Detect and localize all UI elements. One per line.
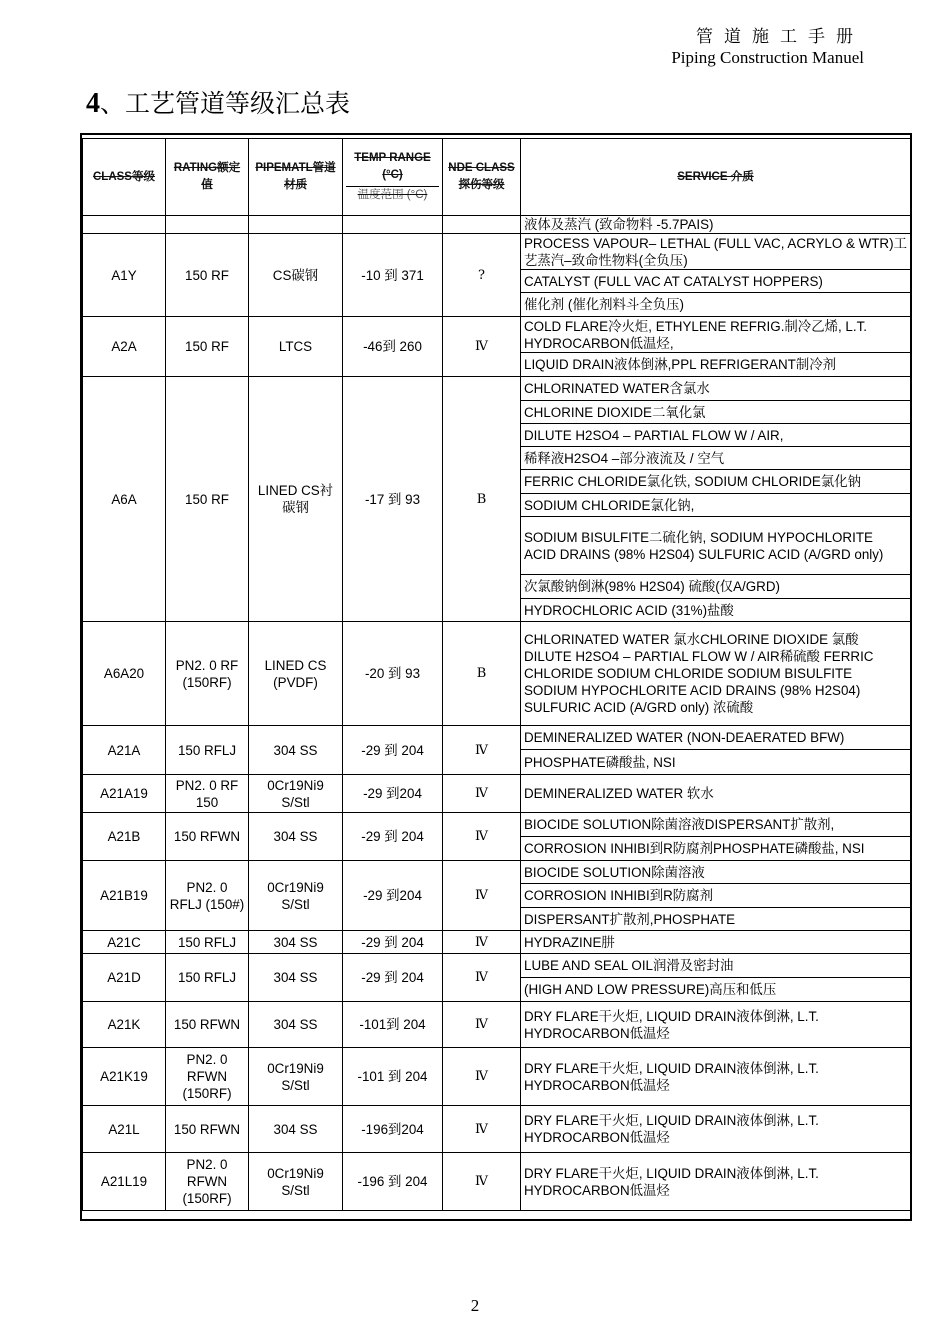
class-cell: A6A [83, 377, 166, 622]
rating-cell: 150 RFWN [166, 1002, 249, 1048]
temp-range-cell: -29 到 204 [343, 954, 443, 1002]
service-cell: 次氯酸钠倒淋(98% H2S04) 硫酸(仅A/GRD) [521, 575, 911, 599]
temp-range-cell: -196到204 [343, 1106, 443, 1153]
page-number: 2 [470, 1296, 480, 1315]
material-cell: 304 SS [249, 726, 343, 775]
header-pipematl: PIPEMATL管道材质 [249, 139, 343, 216]
class-cell: A21L19 [83, 1153, 166, 1211]
class-cell: A21L [83, 1106, 166, 1153]
material-cell: LTCS [249, 317, 343, 377]
service-cell: FERRIC CHLORIDE氯化铁, SODIUM CHLORIDE氯化钠 [521, 470, 911, 494]
material-cell: 0Cr19Ni9 S/Stl [249, 1153, 343, 1211]
service-cell: PROCESS VAPOUR– LETHAL (FULL VAC, ACRYLO & WTR)工艺蒸汽–致命性物料(全负压) [521, 234, 911, 270]
temp-range-cell: -101到 204 [343, 1002, 443, 1048]
header-class: CLASS等级 [83, 139, 166, 216]
service-cell: CHLORINATED WATER 氯水CHLORINE DIOXIDE 氯酸 DILUTE H2SO4 – PARTIAL FLOW W / AIR稀硫酸 FERRIC CHLORIDE SODIUM CHLORIDE SODIUM BISULFITE SODIUM HYPOCHLORITE ACID DRAINS (98% H2S04) SULFURIC ACID (A/GRD only) 浓硫酸 [521, 622, 911, 726]
service-cell: 催化剂 (催化剂料斗全负压) [521, 293, 911, 317]
header-temp-en: TEMP RANGE (°C) [346, 150, 439, 187]
nde-class-cell: Ⅳ [443, 1002, 521, 1048]
service-cell: HYDRAZINE肼 [521, 931, 911, 954]
rating-cell: PN2. 0 RF 150 [166, 775, 249, 813]
nde-class-cell: Ⅳ [443, 931, 521, 954]
nde-class-cell: B [443, 622, 521, 726]
nde-class-cell: Ⅳ [443, 1153, 521, 1211]
table-row [83, 931, 911, 954]
material-cell: 304 SS [249, 1002, 343, 1048]
service-cell: CORROSION INHIBI到R防腐剂PHOSPHATE磷酸盐, NSI [521, 837, 911, 861]
service-cell: CHLORINE DIOXIDE二氧化氯 [521, 401, 911, 424]
nde-class-cell: Ⅳ [443, 861, 521, 931]
service-cell: (HIGH AND LOW PRESSURE)高压和低压 [521, 978, 911, 1002]
class-cell: A1Y [83, 234, 166, 317]
section-title [86, 84, 350, 120]
nde-class-cell: Ⅳ [443, 1048, 521, 1106]
table-row [83, 317, 911, 353]
temp-range-cell: -20 到 93 [343, 622, 443, 726]
class-cell: A21K19 [83, 1048, 166, 1106]
section-title-text: 、工艺管道等级汇总表 [100, 89, 351, 118]
material-cell: 0Cr19Ni9 S/Stl [249, 1048, 343, 1106]
table-row [83, 1106, 911, 1153]
service-cell: DRY FLARE干火炬, LIQUID DRAIN液体倒淋, L.T. HYDROCARBON低温烃 [521, 1106, 911, 1153]
temp-range-cell: -10 到 371 [343, 234, 443, 317]
service-cell: DILUTE H2SO4 – PARTIAL FLOW W / AIR, [521, 424, 911, 447]
class-cell: A21B19 [83, 861, 166, 931]
service-cell: DRY FLARE干火炬, LIQUID DRAIN液体倒淋, L.T. HYDROCARBON低温烃 [521, 1002, 911, 1048]
temp-range-cell: -101 到 204 [343, 1048, 443, 1106]
service-cell: LIQUID DRAIN液体倒淋,PPL REFRIGERANT制冷剂 [521, 353, 911, 377]
piping-class-table [82, 138, 911, 1211]
material-cell: 304 SS [249, 931, 343, 954]
class-cell: A21A [83, 726, 166, 775]
temp-range-cell: -196 到 204 [343, 1153, 443, 1211]
service-cell: DRY FLARE干火炬, LIQUID DRAIN液体倒淋, L.T. HYDROCARBON低温烃 [521, 1153, 911, 1211]
rating-cell: PN2. 0 RFWN (150RF) [166, 1048, 249, 1106]
temp-range-cell: -17 到 93 [343, 377, 443, 622]
nde-class-cell: Ⅳ [443, 726, 521, 775]
nde-class-cell: Ⅳ [443, 954, 521, 1002]
rating-cell: 150 RFWN [166, 1106, 249, 1153]
section-number: 4 [86, 88, 100, 119]
header-nde: NDE CLASS 探伤等级 [443, 139, 521, 216]
nde-class-cell: Ⅳ [443, 317, 521, 377]
header-temp [343, 139, 443, 216]
material-cell: 0Cr19Ni9 S/Stl [249, 775, 343, 813]
top-service: 液体及蒸汽 (致命物料 -5.7PAIS) [521, 216, 911, 234]
service-cell: DEMINERALIZED WATER 软水 [521, 775, 911, 813]
temp-range-cell: -29 到204 [343, 775, 443, 813]
rating-cell: 150 RFLJ [166, 931, 249, 954]
service-cell: HYDROCHLORIC ACID (31%)盐酸 [521, 599, 911, 622]
material-cell: 304 SS [249, 1106, 343, 1153]
material-cell: LINED CS衬碳钢 [249, 377, 343, 622]
temp-range-cell: -46到 260 [343, 317, 443, 377]
service-cell: SODIUM BISULFITE二硫化钠, SODIUM HYPOCHLORITE ACID DRAINS (98% H2S04) SULFURIC ACID (A/GRD only) [521, 517, 911, 575]
service-cell: DRY FLARE干火炬, LIQUID DRAIN液体倒淋, L.T. HYDROCARBON低温烃 [521, 1048, 911, 1106]
service-cell: PHOSPHATE磷酸盐, NSI [521, 750, 911, 775]
temp-range-cell: -29 到 204 [343, 813, 443, 861]
service-cell: SODIUM CHLORIDE氯化钠, [521, 494, 911, 517]
header-service: SERVICE 介质 [521, 139, 911, 216]
class-cell: A21K [83, 1002, 166, 1048]
rating-cell: 150 RF [166, 377, 249, 622]
table-row [83, 726, 911, 750]
table-row [83, 861, 911, 884]
rating-cell: 150 RF [166, 317, 249, 377]
temp-range-cell: -29 到 204 [343, 726, 443, 775]
top-service-row [83, 216, 911, 234]
nde-class-cell: ? [443, 234, 521, 317]
table-row [83, 1153, 911, 1211]
temp-range-cell: -29 到 204 [343, 931, 443, 954]
nde-class-cell: Ⅳ [443, 1106, 521, 1153]
table-row [83, 1002, 911, 1048]
service-cell: CHLORINATED WATER含氯水 [521, 377, 911, 401]
header-title-en: Piping Construction Manuel [671, 48, 864, 67]
nde-class-cell: B [443, 377, 521, 622]
service-cell: 稀释液H2SO4 –部分液流及 / 空气 [521, 447, 911, 470]
class-cell: A6A20 [83, 622, 166, 726]
service-cell: BIOCIDE SOLUTION除菌溶液DISPERSANT扩散剂, [521, 813, 911, 837]
material-cell: 0Cr19Ni9 S/Stl [249, 861, 343, 931]
table-row [83, 234, 911, 270]
header-rating: RATING额定值 [166, 139, 249, 216]
service-cell: BIOCIDE SOLUTION除菌溶液 [521, 861, 911, 884]
rating-cell: 150 RFWN [166, 813, 249, 861]
rating-cell: 150 RFLJ [166, 954, 249, 1002]
table-row [83, 1048, 911, 1106]
header-title-cn: 管道施工手册 [696, 27, 864, 47]
material-cell: LINED CS (PVDF) [249, 622, 343, 726]
service-cell: DISPERSANT扩散剂,PHOSPHATE [521, 908, 911, 931]
rating-cell: PN2. 0 RFWN (150RF) [166, 1153, 249, 1211]
rating-cell: 150 RFLJ [166, 726, 249, 775]
service-cell: DEMINERALIZED WATER (NON-DEAERATED BFW) [521, 726, 911, 750]
temp-range-cell: -29 到204 [343, 861, 443, 931]
material-cell: CS碳钢 [249, 234, 343, 317]
service-cell: COLD FLARE冷火炬, ETHYLENE REFRIG.制冷乙烯, L.T. HYDROCARBON低温烃, [521, 317, 911, 353]
header-row [83, 139, 911, 216]
material-cell: 304 SS [249, 954, 343, 1002]
nde-class-cell: Ⅳ [443, 775, 521, 813]
class-cell: A21B [83, 813, 166, 861]
service-cell: CORROSION INHIBI到R防腐剂 [521, 884, 911, 908]
rating-cell: 150 RF [166, 234, 249, 317]
table-row [83, 954, 911, 978]
nde-class-cell: Ⅳ [443, 813, 521, 861]
service-cell: CATALYST (FULL VAC AT CATALYST HOPPERS) [521, 270, 911, 293]
table-row [83, 622, 911, 726]
class-cell: A21C [83, 931, 166, 954]
rating-cell: PN2. 0 RF (150RF) [166, 622, 249, 726]
service-cell: LUBE AND SEAL OIL润滑及密封油 [521, 954, 911, 978]
table-row [83, 377, 911, 401]
rating-cell: PN2. 0 RFLJ (150#) [166, 861, 249, 931]
class-cell: A21A19 [83, 775, 166, 813]
table-row [83, 813, 911, 837]
class-cell: A2A [83, 317, 166, 377]
header-temp-cn: 温度范围 (°C) [357, 189, 428, 201]
table-row [83, 775, 911, 813]
class-cell: A21D [83, 954, 166, 1002]
material-cell: 304 SS [249, 813, 343, 861]
